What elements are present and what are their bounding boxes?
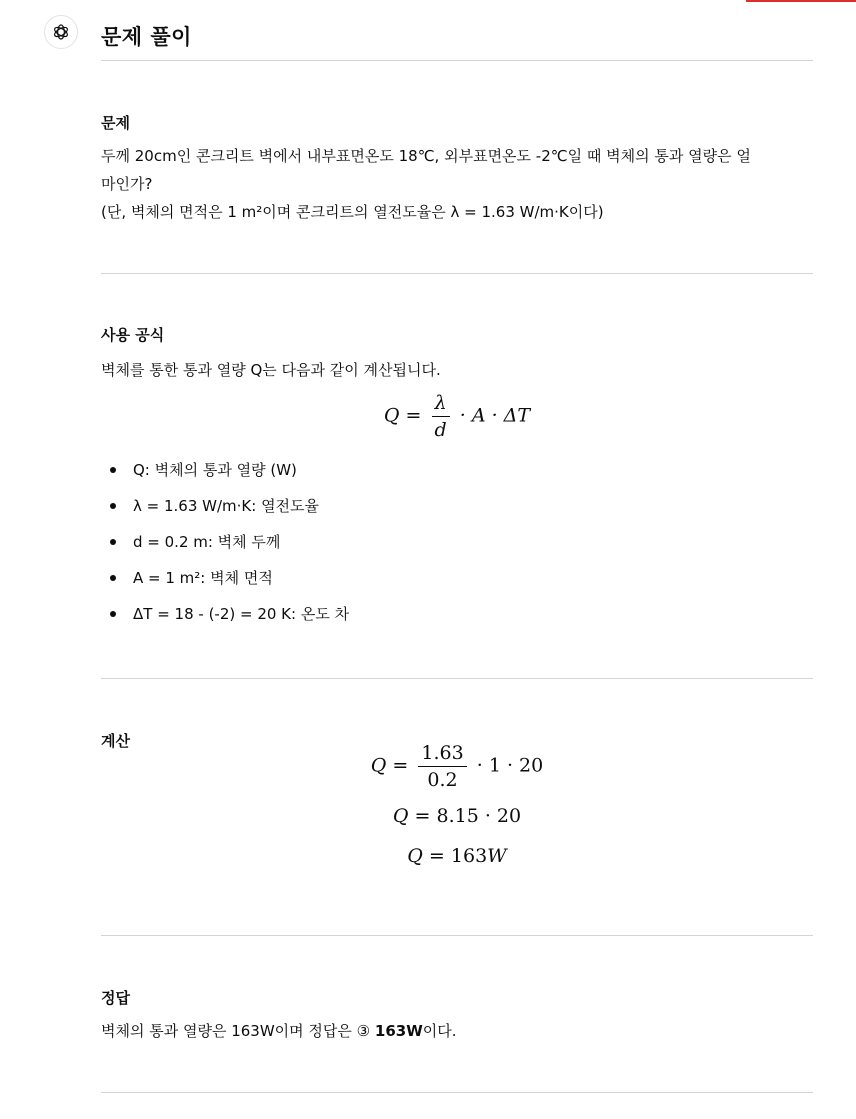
answer-text <box>101 1017 813 1045</box>
formula-intro: 벽체를 통한 통과 열량 Q는 다음과 같이 계산됩니다. <box>101 361 441 379</box>
problem-text-line3: (단, 벽체의 면적은 1 m²이며 콘크리트의 열전도율은 λ = 1.63 W/m·K이다) <box>101 203 604 221</box>
answer-heading: 정답 <box>101 989 130 1007</box>
list-item: λ = 1.63 W/m·K: 열전도율 <box>101 496 813 532</box>
answer-text-after: 이다. <box>422 1022 457 1040</box>
calc-equation-2 <box>101 796 813 836</box>
calc-equation-3 <box>101 836 813 876</box>
calc3-value: 163 <box>450 845 488 867</box>
formula-section <box>101 274 813 678</box>
calc1-equals: = <box>392 754 415 777</box>
calc1-numerator: 1.63 <box>418 742 466 767</box>
formula-equation <box>101 392 813 454</box>
calc3-unit: W <box>487 845 507 867</box>
calc-equation-1 <box>101 742 813 796</box>
eq-numerator: λ <box>432 392 450 417</box>
calc-heading: 계산 <box>101 732 130 750</box>
eq-fraction <box>432 392 450 441</box>
eq-lhs: Q <box>383 404 400 427</box>
answer-text-before: 벽체의 통과 열량은 163W이며 정답은 ③ <box>101 1022 375 1040</box>
list-item: ΔT = 18 - (-2) = 20 K: 온도 차 <box>101 604 813 640</box>
calc1-denominator: 0.2 <box>427 769 458 791</box>
problem-text-line1: 두께 20cm인 콘크리트 벽에서 내부표면온도 18℃, 외부표면온도 -2℃일 때 벽체의 통과 열량은 얼 <box>101 147 751 165</box>
calc3-lhs: Q <box>407 845 423 867</box>
list-item: Q: 벽체의 통과 열량 (W) <box>101 460 813 496</box>
calc1-rest: · 1 · 20 <box>476 754 544 777</box>
calculation-section <box>101 679 813 935</box>
divider <box>101 1092 813 1093</box>
calc2-lhs: Q <box>392 805 409 827</box>
list-item: d = 0.2 m: 벽체 두께 <box>101 532 813 568</box>
formula-heading: 사용 공식 <box>101 326 165 344</box>
eq-equals: = <box>405 404 428 427</box>
problem-heading: 문제 <box>101 114 130 132</box>
eq-denominator: d <box>434 419 447 441</box>
answer-value: 163W <box>374 1022 423 1040</box>
problem-section <box>101 61 813 273</box>
answer-section <box>101 936 813 1092</box>
assistant-avatar <box>44 15 78 49</box>
eq-rest: · A · ΔT <box>459 404 531 427</box>
variable-list <box>101 460 813 640</box>
calc1-lhs: Q <box>370 754 387 777</box>
calc3-equals: = <box>428 845 451 867</box>
calc2-equals: = <box>414 805 437 827</box>
message-content <box>101 0 813 1093</box>
openai-logo-icon <box>51 22 71 42</box>
calc1-fraction <box>418 742 466 791</box>
list-item: A = 1 m²: 벽체 면적 <box>101 568 813 604</box>
problem-text-line2: 마인가? <box>101 175 153 193</box>
page-title: 문제 풀이 <box>101 25 192 49</box>
calc2-rhs: 8.15 · 20 <box>436 805 522 827</box>
